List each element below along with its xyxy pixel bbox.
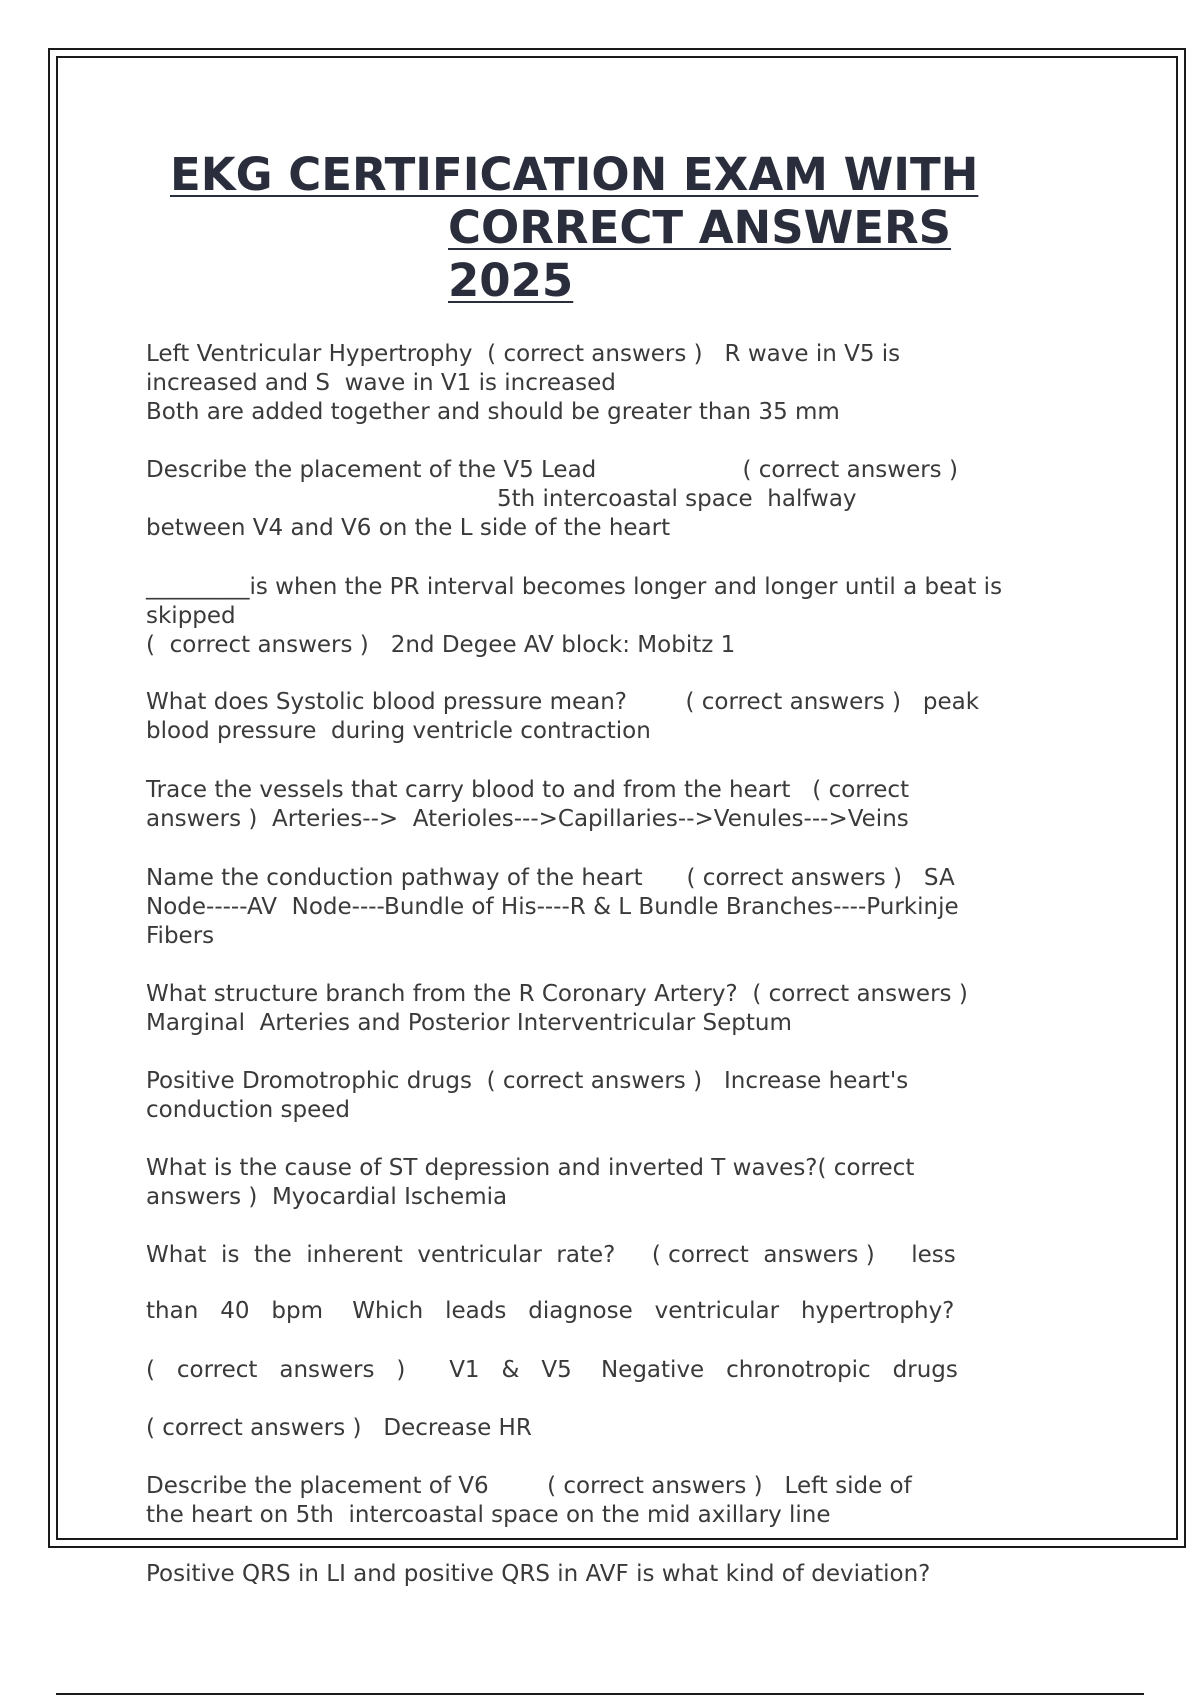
qa-vessel-trace: Trace the vessels that carry blood to and from the heart ( correct answers ) Arteries--> Aterioles--->Capillaries-->Venules--->Veins <box>146 777 910 832</box>
qa-ventricular-rate-line-1: What is the inherent ventricular rate? ( correct answers ) less <box>146 1242 956 1268</box>
qa-ventricular-rate-line-2: than 40 bpm Which leads diagnose ventricular hypertrophy? <box>146 1298 955 1324</box>
qa-ventricular-rate-line-3: ( correct answers ) V1 & V5 Negative chronotropic drugs <box>146 1357 958 1383</box>
qa-v5-placement: Describe the placement of the V5 Lead ( correct answers ) 5th intercoastal space halfway between V4 and V6 on the L side of the heart <box>146 457 958 541</box>
qa-conduction-pathway: Name the conduction pathway of the heart ( correct answers ) SA Node-----AV Node----Bundle of His----R & L Bundle Branches----Purkinje Fibers <box>146 865 959 949</box>
title-line-2: CORRECT ANSWERS <box>448 201 952 254</box>
qa-left-ventricular-hypertrophy: Left Ventricular Hypertrophy ( correct answers ) R wave in V5 is increased and S wave in V1 is increased Both are added together and should be greater than 35 mm <box>146 341 901 425</box>
qa-qrs-deviation: Positive QRS in LI and positive QRS in AVF is what kind of deviation? <box>146 1561 931 1587</box>
title-line-1: EKG CERTIFICATION EXAM WITH <box>170 148 979 201</box>
document-title <box>170 148 1070 307</box>
bottom-rule <box>56 1693 1144 1695</box>
qa-v6-placement: Describe the placement of V6 ( correct answers ) Left side of the heart on 5th intercoastal space on the mid axillary line <box>146 1473 912 1528</box>
qa-ventricular-rate-line-4: ( correct answers ) Decrease HR <box>146 1415 532 1441</box>
qa-st-depression: What is the cause of ST depression and inverted T waves?( correct answers ) Myocardial Ischemia <box>146 1155 915 1210</box>
title-line-3: 2025 <box>448 254 574 307</box>
qa-r-coronary-artery: What structure branch from the R Coronary Artery? ( correct answers ) Marginal Arteries and Posterior Interventricular Septum <box>146 981 968 1036</box>
qa-dromotrophic-drugs: Positive Dromotrophic drugs ( correct answers ) Increase heart's conduction speed <box>146 1068 909 1123</box>
qa-mobitz-1: _________is when the PR interval becomes longer and longer until a beat is skipped ( correct answers ) 2nd Degee AV block: Mobitz 1 <box>146 574 1003 658</box>
qa-systolic-pressure: What does Systolic blood pressure mean? ( correct answers ) peak blood pressure during ventricle contraction <box>146 689 980 744</box>
